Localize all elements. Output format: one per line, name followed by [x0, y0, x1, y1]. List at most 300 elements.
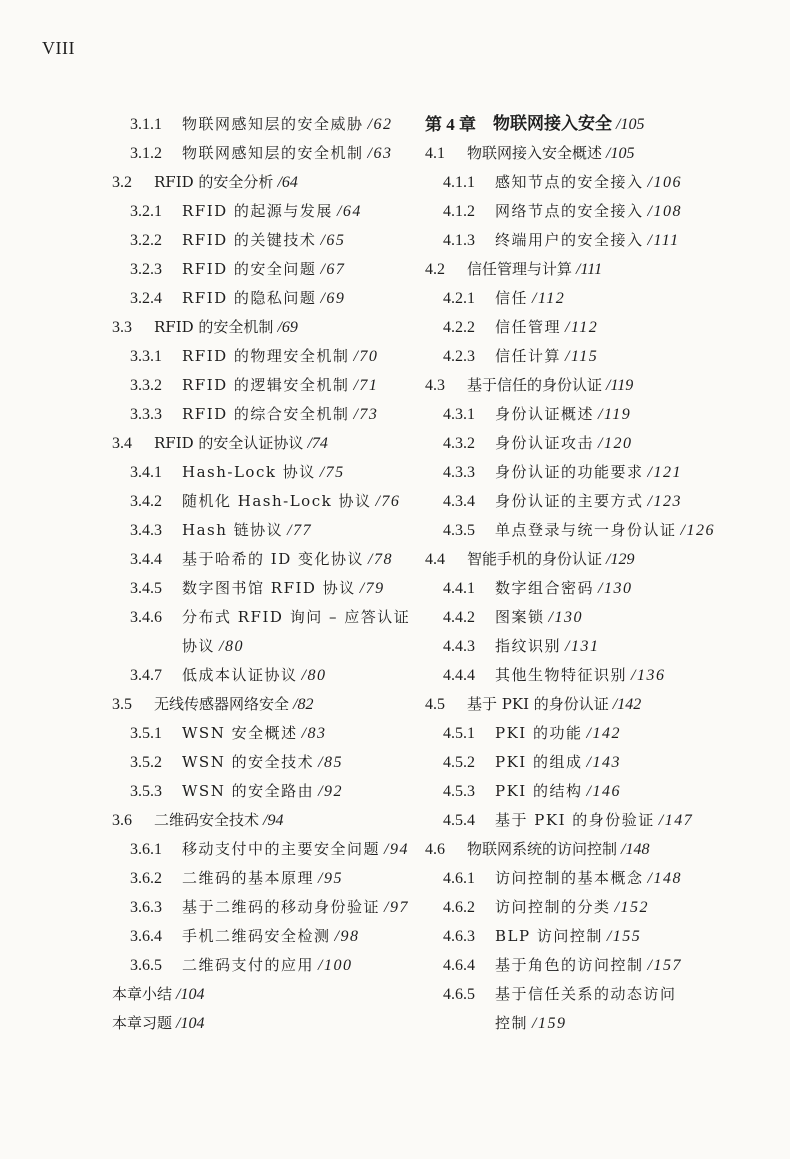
toc-entry — [112, 951, 412, 980]
toc-entry-number: 3.5.1 — [130, 725, 162, 742]
toc-entry-page: /112 — [565, 319, 599, 336]
toc-entry-number: 3.2.1 — [130, 203, 162, 220]
toc-entry-number: 3.2.3 — [130, 261, 162, 278]
toc-entry — [112, 516, 412, 545]
toc-entry-number: 4.1 — [425, 145, 445, 162]
toc-entry-title-text: 基于二维码的移动身份验证 — [182, 898, 381, 916]
toc-entry-number: 3.3.2 — [130, 377, 162, 394]
toc-entry-title-text: RFID 的安全机制 — [154, 318, 274, 336]
toc-entry-title-text: 二维码支付的应用 — [182, 956, 315, 974]
toc-entry — [425, 893, 775, 922]
toc-entry — [112, 255, 412, 284]
toc-entry — [425, 632, 775, 661]
toc-entry-title — [182, 342, 378, 371]
toc-entry-number: 3.1.2 — [130, 145, 162, 162]
toc-entry-page: /95 — [318, 870, 343, 887]
toc-entry-page: /64 — [277, 174, 298, 191]
toc-entry-number: 3.6.4 — [130, 928, 162, 945]
toc-entry-title — [112, 980, 204, 1009]
toc-entry-title-text: 物联网系统的访问控制 — [467, 840, 618, 858]
toc-entry-title — [154, 690, 313, 719]
toc-entry-number: 3.4.3 — [130, 522, 162, 539]
toc-entry-title — [182, 777, 343, 806]
toc-left-column — [112, 110, 412, 1038]
toc-entry-number: 3.4.7 — [130, 667, 162, 684]
toc-entry-title-text: 基于角色的访问控制 — [495, 956, 644, 974]
toc-entry — [112, 545, 412, 574]
toc-entry-title — [182, 893, 409, 922]
toc-entry-title-text: RFID 的安全问题 — [182, 260, 317, 278]
toc-entry — [425, 748, 775, 777]
toc-entry — [425, 574, 775, 603]
toc-entry-title — [495, 922, 641, 951]
toc-entry-title — [154, 429, 328, 458]
toc-entry-title-text: 数字图书馆 RFID 协议 — [182, 579, 356, 597]
toc-entry-number: 4.2 — [425, 261, 445, 278]
toc-entry — [112, 719, 412, 748]
toc-entry-title-text: RFID 的安全分析 — [154, 173, 274, 191]
toc-entry-page: /82 — [293, 696, 314, 713]
toc-entry-title — [495, 516, 715, 545]
toc-entry — [425, 545, 775, 574]
toc-entry-title — [495, 429, 632, 458]
toc-entry-number: 3.4 — [112, 435, 132, 452]
toc-entry — [112, 1009, 412, 1038]
toc-entry-title — [467, 835, 649, 864]
toc-entry-number: 4.3.4 — [443, 493, 475, 510]
toc-entry-number: 3.6.2 — [130, 870, 162, 887]
toc-entry-number: 3.1.1 — [130, 116, 162, 133]
toc-entry-number: 4.4 — [425, 551, 445, 568]
toc-entry — [425, 922, 775, 951]
toc-entry-title-text: 智能手机的身份认证 — [467, 550, 603, 568]
toc-entry-page: /126 — [680, 522, 715, 539]
toc-entry-number: 3.6.1 — [130, 841, 162, 858]
toc-entry — [112, 487, 412, 516]
toc-entry-title — [182, 603, 410, 632]
toc-entry — [425, 777, 775, 806]
toc-entry-title-text: 低成本认证协议 — [182, 666, 298, 684]
toc-entry-page: /111 — [576, 261, 603, 278]
toc-entry-page: /130 — [598, 580, 633, 597]
toc-entry-title — [182, 197, 362, 226]
toc-entry-page: /115 — [565, 348, 599, 365]
toc-entry-title-text: 本章习题 — [112, 1014, 173, 1032]
toc-entry-number: 4.5.2 — [443, 754, 475, 771]
toc-entry-title-text: RFID 的关键技术 — [182, 231, 317, 249]
toc-entry-number: 4.2.2 — [443, 319, 475, 336]
toc-entry-title-text: RFID 的隐私问题 — [182, 289, 317, 307]
toc-entry-title-text: 二维码的基本原理 — [182, 869, 315, 887]
toc-entry-title-text: 其他生物特征识别 — [495, 666, 628, 684]
toc-entry-title — [182, 574, 385, 603]
toc-entry-page: /148 — [621, 841, 650, 858]
toc-entry — [425, 226, 775, 255]
toc-entry-number: 3.2.4 — [130, 290, 162, 307]
toc-entry-title-text: PKI 的组成 — [495, 753, 583, 771]
toc-entry — [112, 371, 412, 400]
toc-entry-page: /159 — [532, 1015, 567, 1032]
toc-entry-title — [467, 139, 634, 168]
toc-entry-title-text: 身份认证概述 — [495, 405, 595, 423]
toc-entry-page: /142 — [612, 696, 642, 713]
toc-entry-page: /80 — [301, 667, 327, 684]
toc-entry-page: /119 — [598, 406, 632, 423]
toc-entry-number: 4.5 — [425, 696, 445, 713]
toc-entry — [425, 429, 775, 458]
toc-entry-title-text: 终端用户的安全接入 — [495, 231, 644, 249]
toc-entry-page: /73 — [353, 406, 379, 423]
toc-entry-title-text: 基于 PKI 的身份认证 — [467, 695, 609, 713]
toc-entry-page: /148 — [647, 870, 682, 887]
toc-entry-page: /100 — [318, 957, 353, 974]
toc-entry-title — [495, 487, 682, 516]
toc-entry-title-text: 基于信任关系的动态访问 — [495, 985, 677, 1003]
toc-entry-title-text: 信任 — [495, 289, 529, 307]
toc-entry-title-text: RFID 的综合安全机制 — [182, 405, 350, 423]
toc-entry-title — [182, 864, 343, 893]
toc-entry-page: /152 — [614, 899, 649, 916]
toc-entry — [112, 893, 412, 922]
toc-entry-page: /119 — [606, 377, 634, 394]
toc-entry-title-text: 无线传感器网络安全 — [154, 695, 290, 713]
toc-entry — [112, 864, 412, 893]
toc-entry — [112, 632, 412, 661]
toc-entry-page: /112 — [532, 290, 566, 307]
toc-entry — [425, 400, 775, 429]
toc-entry-title — [182, 400, 378, 429]
toc-entry-number: 4.2.1 — [443, 290, 475, 307]
toc-entry-title — [495, 632, 599, 661]
toc-entry-title — [495, 893, 649, 922]
toc-entry — [112, 168, 412, 197]
toc-entry-title — [182, 458, 345, 487]
toc-entry — [425, 980, 775, 1009]
toc-entry-title — [495, 777, 621, 806]
toc-entry-number: 4.6.1 — [443, 870, 475, 887]
toc-entry-page: /77 — [287, 522, 313, 539]
toc-entry-title — [182, 255, 345, 284]
toc-entry-number: 3.4.5 — [130, 580, 162, 597]
toc-entry — [425, 371, 775, 400]
toc-entry-title — [182, 632, 244, 661]
toc-entry-title-text: 随机化 Hash-Lock 协议 — [182, 492, 372, 510]
toc-entry-page: /74 — [307, 435, 328, 452]
toc-entry-title-text: 物联网接入安全 — [493, 114, 612, 134]
toc-entry — [112, 980, 412, 1009]
toc-entry-title — [182, 371, 378, 400]
toc-entry-number: 4.6.5 — [443, 986, 475, 1003]
toc-entry-number: 4.4.1 — [443, 580, 475, 597]
toc-entry-title-text: WSN 的安全路由 — [182, 782, 315, 800]
toc-entry-title — [182, 951, 352, 980]
toc-entry-page: /136 — [631, 667, 666, 684]
toc-entry-page: /157 — [647, 957, 682, 974]
toc-entry — [112, 748, 412, 777]
toc-entry-page: /69 — [277, 319, 298, 336]
toc-entry-title — [112, 1009, 204, 1038]
toc-entry-title-text: 图案锁 — [495, 608, 545, 626]
toc-entry-page: /105 — [616, 116, 645, 133]
toc-entry-number: 3.5 — [112, 696, 132, 713]
toc-entry — [112, 110, 412, 139]
toc-entry-title — [495, 168, 682, 197]
toc-entry-title — [495, 661, 665, 690]
toc-entry-title-text: PKI 的结构 — [495, 782, 583, 800]
toc-entry-number: 3.5.2 — [130, 754, 162, 771]
toc-entry-title-text: PKI 的功能 — [495, 724, 583, 742]
toc-entry-title-text: WSN 安全概述 — [182, 724, 298, 742]
toc-entry-number: 4.1.3 — [443, 232, 475, 249]
toc-entry-title — [495, 284, 565, 313]
toc-entry — [425, 516, 775, 545]
toc-entry-number: 4.5.3 — [443, 783, 475, 800]
toc-entry — [112, 574, 412, 603]
toc-entry-number: 4.4.3 — [443, 638, 475, 655]
toc-entry-title-text: RFID 的起源与发展 — [182, 202, 333, 220]
toc-entry-title-text: 协议 — [182, 637, 216, 655]
toc-entry — [425, 255, 775, 284]
toc-entry-number: 4.1.2 — [443, 203, 475, 220]
toc-entry-number: 3.3 — [112, 319, 132, 336]
toc-entry-title — [495, 342, 598, 371]
toc-entry-title — [495, 313, 598, 342]
toc-entry-page: /70 — [353, 348, 379, 365]
toc-entry-title-text: Hash-Lock 协议 — [182, 463, 316, 481]
toc-entry-title — [495, 864, 682, 893]
toc-entry-page: /130 — [548, 609, 583, 626]
toc-entry-page: /105 — [606, 145, 635, 162]
toc-entry-page: /146 — [586, 783, 621, 800]
toc-entry-title — [495, 603, 583, 632]
toc-entry-title — [182, 922, 359, 951]
toc-entry-page: /121 — [647, 464, 682, 481]
toc-entry-title-text: 网络节点的安全接入 — [495, 202, 644, 220]
toc-entry-title-text: 控制 — [495, 1014, 529, 1032]
toc-entry — [112, 400, 412, 429]
toc-entry — [425, 603, 775, 632]
toc-entry-title-text: 指纹识别 — [495, 637, 562, 655]
toc-entry — [112, 922, 412, 951]
toc-entry-title — [495, 1009, 566, 1038]
toc-entry-page: /104 — [176, 1015, 205, 1032]
toc-entry — [425, 661, 775, 690]
toc-entry-page: /94 — [384, 841, 409, 858]
toc-entry-title-text: 身份认证的主要方式 — [495, 492, 644, 510]
toc-entry-title — [182, 110, 392, 139]
toc-entry-title-text: 物联网感知层的安全威胁 — [182, 115, 364, 133]
toc-entry — [425, 168, 775, 197]
toc-entry-number: 3.6.3 — [130, 899, 162, 916]
toc-entry — [425, 719, 775, 748]
toc-entry — [425, 342, 775, 371]
toc-entry-page: /98 — [334, 928, 360, 945]
toc-entry — [112, 458, 412, 487]
toc-chapter-entry — [425, 110, 775, 139]
toc-entry-title — [182, 545, 393, 574]
toc-entry-title-text: RFID 的安全认证协议 — [154, 434, 304, 452]
toc-entry-title — [182, 284, 345, 313]
toc-entry-number: 3.5.3 — [130, 783, 162, 800]
toc-entry-title — [495, 719, 621, 748]
toc-entry-page: /155 — [606, 928, 642, 945]
toc-entry-title-text: 基于信任的身份认证 — [467, 376, 603, 394]
toc-entry-page: /63 — [367, 145, 393, 162]
toc-entry-title-text: RFID 的物理安全机制 — [182, 347, 350, 365]
toc-entry-title — [182, 661, 326, 690]
toc-entry — [112, 197, 412, 226]
toc-entry-title — [495, 806, 693, 835]
toc-entry-title-text: RFID 的逻辑安全机制 — [182, 376, 350, 394]
toc-entry — [112, 284, 412, 313]
toc-entry-page: /78 — [368, 551, 393, 568]
toc-right-column — [425, 110, 775, 1038]
toc-entry-number: 3.2 — [112, 174, 132, 191]
toc-entry-page: /62 — [367, 116, 393, 133]
toc-entry — [425, 487, 775, 516]
toc-entry-title — [182, 516, 312, 545]
toc-entry-title — [495, 458, 682, 487]
toc-entry — [112, 690, 412, 719]
toc-entry — [112, 429, 412, 458]
toc-entry-title — [493, 110, 644, 139]
toc-entry-title-text: 基于哈希的 ID 变化协议 — [182, 550, 364, 568]
toc-entry-title-text: 信任管理 — [495, 318, 562, 336]
toc-entry-number: 第 4 章 — [425, 115, 476, 134]
toc-entry-title-text: 基于 PKI 的身份验证 — [495, 811, 655, 829]
toc-entry-page: /94 — [263, 812, 284, 829]
toc-entry-page: /65 — [320, 232, 346, 249]
toc-entry-number: 3.4.4 — [130, 551, 162, 568]
toc-entry — [425, 1009, 775, 1038]
toc-entry-page: /80 — [219, 638, 244, 655]
toc-entry-title-text: 本章小结 — [112, 985, 173, 1003]
toc-entry-number: 4.2.3 — [443, 348, 475, 365]
toc-entry-title — [467, 690, 641, 719]
toc-entry-title — [495, 226, 680, 255]
toc-entry-title — [182, 719, 327, 748]
toc-entry-number: 4.3 — [425, 377, 445, 394]
toc-entry-title — [495, 748, 621, 777]
toc-entry-page: /76 — [375, 493, 401, 510]
toc-entry-page: /131 — [565, 638, 600, 655]
toc-entry-number: 4.5.1 — [443, 725, 475, 742]
toc-entry-page: /104 — [176, 986, 205, 1003]
toc-entry-title-text: 物联网感知层的安全机制 — [182, 144, 364, 162]
toc-entry-page: /143 — [586, 754, 621, 771]
toc-entry-number: 4.3.3 — [443, 464, 475, 481]
toc-entry-title — [495, 951, 682, 980]
toc-entry-page: /69 — [320, 290, 346, 307]
toc-entry — [425, 139, 775, 168]
toc-entry-title — [495, 400, 631, 429]
toc-entry-title-text: 感知节点的安全接入 — [495, 173, 644, 191]
toc-entry-page: /108 — [647, 203, 682, 220]
toc-entry-title-text: 访问控制的基本概念 — [495, 869, 644, 887]
toc-entry-page: /79 — [359, 580, 385, 597]
toc-entry — [425, 951, 775, 980]
toc-entry-title-text: 单点登录与统一身份认证 — [495, 521, 677, 539]
toc-entry-title-text: 数字组合密码 — [495, 579, 595, 597]
toc-entry-title — [154, 806, 283, 835]
toc-entry-number: 4.6.3 — [443, 928, 475, 945]
toc-entry-number: 4.6 — [425, 841, 445, 858]
toc-entry — [425, 313, 775, 342]
toc-entry-page: /64 — [336, 203, 362, 220]
toc-entry — [112, 806, 412, 835]
toc-entry-title — [182, 835, 409, 864]
toc-entry-page: /85 — [318, 754, 344, 771]
toc-entry-title-text: 物联网接入安全概述 — [467, 144, 603, 162]
toc-entry-title — [182, 139, 392, 168]
toc-entry — [425, 835, 775, 864]
toc-entry-number: 4.3.5 — [443, 522, 475, 539]
toc-entry-page: /71 — [353, 377, 379, 394]
toc-entry-title-text: 访问控制的分类 — [495, 898, 611, 916]
toc-entry-title-text: 身份认证攻击 — [495, 434, 595, 452]
toc-entry — [112, 226, 412, 255]
toc-entry — [425, 690, 775, 719]
toc-entry-number: 4.1.1 — [443, 174, 475, 191]
toc-entry-page: /106 — [647, 174, 682, 191]
toc-entry-title-text: 信任管理与计算 — [467, 260, 573, 278]
toc-entry-title — [154, 168, 298, 197]
toc-entry-page: /83 — [301, 725, 327, 742]
toc-entry — [112, 835, 412, 864]
toc-entry — [112, 603, 412, 632]
toc-entry — [112, 342, 412, 371]
toc-entry-title — [467, 371, 633, 400]
toc-entry-number: 4.4.4 — [443, 667, 475, 684]
toc-entry-number: 3.2.2 — [130, 232, 162, 249]
toc-entry-number: 4.5.4 — [443, 812, 475, 829]
toc-entry-number: 3.3.3 — [130, 406, 162, 423]
toc-entry-number: 4.3.1 — [443, 406, 475, 423]
toc-entry-title — [182, 487, 400, 516]
toc-entry — [425, 864, 775, 893]
toc-entry-page: /123 — [647, 493, 682, 510]
toc-entry-title-text: 手机二维码安全检测 — [182, 927, 331, 945]
toc-entry-number: 4.6.4 — [443, 957, 475, 974]
toc-entry-title — [182, 748, 343, 777]
toc-entry — [425, 284, 775, 313]
page-number: VIII — [42, 38, 75, 58]
toc-entry-page: /67 — [320, 261, 346, 278]
toc-entry-title — [495, 197, 682, 226]
toc-entry-title — [154, 313, 298, 342]
toc-entry-page: /97 — [384, 899, 409, 916]
toc-entry-number: 3.4.2 — [130, 493, 162, 510]
toc-entry — [112, 313, 412, 342]
toc-entry — [425, 197, 775, 226]
toc-entry-title-text: 移动支付中的主要安全问题 — [182, 840, 381, 858]
toc-entry-page: /129 — [606, 551, 635, 568]
toc-entry-page: /111 — [647, 232, 680, 249]
toc-entry-title — [495, 980, 677, 1009]
toc-entry-number: 3.4.1 — [130, 464, 162, 481]
toc-entry — [112, 777, 412, 806]
toc-entry-title-text: 分布式 RFID 询问 – 应答认证 — [182, 608, 411, 626]
toc-entry-number: 3.6.5 — [130, 957, 162, 974]
toc-entry — [425, 806, 775, 835]
toc-entry-title-text: 身份认证的功能要求 — [495, 463, 644, 481]
toc-entry-title — [182, 226, 345, 255]
toc-entry-title — [495, 574, 632, 603]
toc-entry — [112, 139, 412, 168]
toc-entry-number: 4.4.2 — [443, 609, 475, 626]
toc-entry — [425, 458, 775, 487]
toc-entry-page: /142 — [586, 725, 621, 742]
